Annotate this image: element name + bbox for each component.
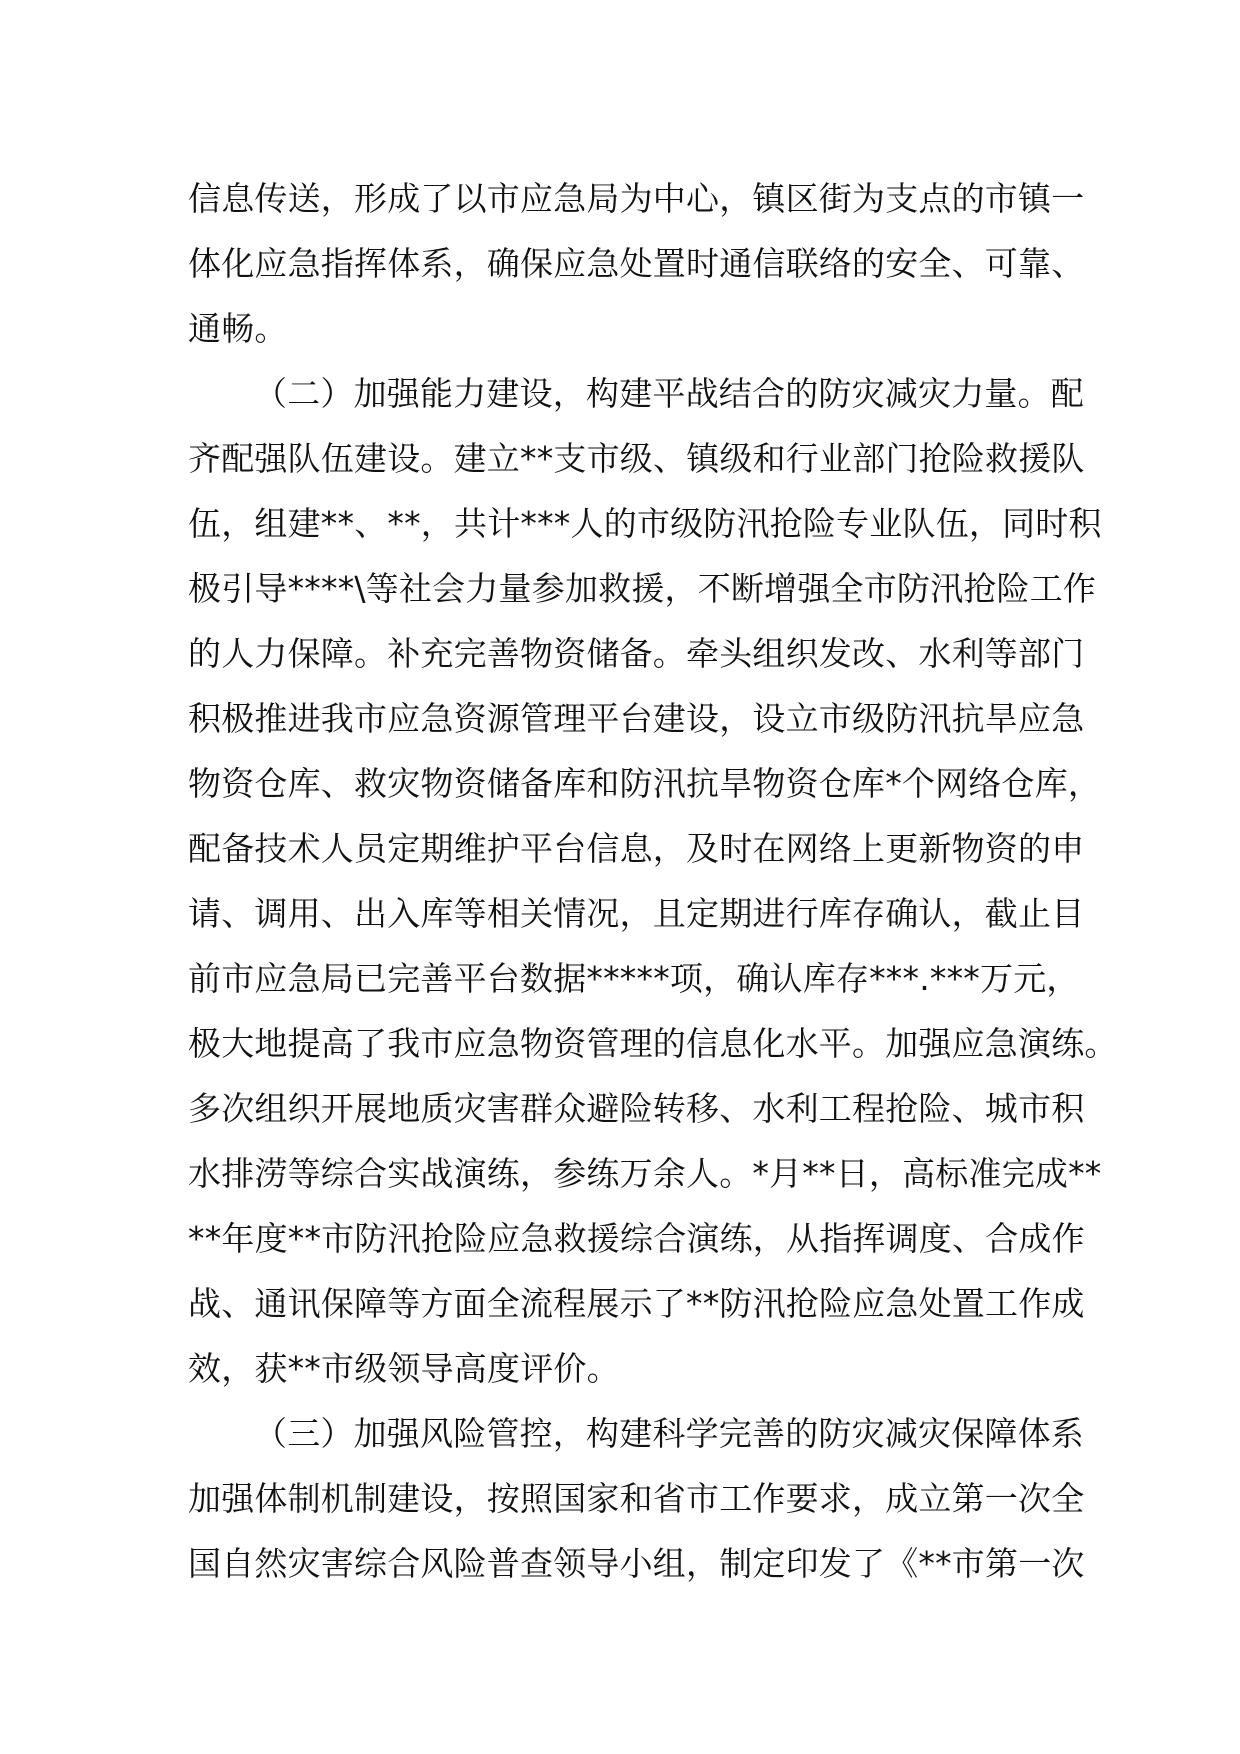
text-line: 物资仓库、救灾物资储备库和防汛抗旱物资仓库*个网络仓库，: [188, 764, 1102, 803]
text-line: 信息传送，形成了以市应急局为中心，镇区街为支点的市镇一: [188, 179, 1085, 218]
text-line: 国自然灾害综合风险普查领导小组，制定印发了《**市第一次: [188, 1544, 1085, 1583]
text-line: 的人力保障。补充完善物资储备。牵头组织发改、水利等部门: [188, 634, 1085, 673]
text-line: 效，获**市级领导高度评价。: [188, 1349, 620, 1388]
document-body: [188, 166, 1118, 1596]
text-line: 伍，组建**、**，共计***人的市级防汛抢险专业队伍，同时积: [188, 504, 1102, 543]
paragraph-heading-line: （三）加强风险管控，构建科学完善的防灾减灾保障体系: [254, 1414, 1084, 1453]
text-line: 加强体制机制建设，按照国家和省市工作要求，成立第一次全: [188, 1479, 1085, 1518]
text-line: 请、调用、出入库等相关情况，且定期进行库存确认，截止目: [188, 894, 1085, 933]
text-line: 配备技术人员定期维护平台信息，及时在网络上更新物资的申: [188, 829, 1085, 868]
text-line: 体化应急指挥体系，确保应急处置时通信联络的安全、可靠、: [188, 244, 1085, 283]
text-line: 通畅。: [188, 309, 288, 348]
paragraph-heading-line: （二）加强能力建设，构建平战结合的防灾减灾力量。配: [254, 374, 1084, 413]
text-line: 战、通讯保障等方面全流程展示了**防汛抢险应急处置工作成: [188, 1284, 1085, 1323]
text-line: 极大地提高了我市应急物资管理的信息化水平。加强应急演练。: [188, 1024, 1118, 1063]
text-line: 前市应急局已完善平台数据*****项，确认库存***.***万元，: [188, 959, 1080, 998]
text-line: 齐配强队伍建设。建立**支市级、镇级和行业部门抢险救援队: [188, 439, 1085, 478]
text-line: 多次组织开展地质灾害群众避险转移、水利工程抢险、城市积: [188, 1089, 1085, 1128]
text-line: 积极推进我市应急资源管理平台建设，设立市级防汛抗旱应急: [188, 699, 1085, 738]
text-line: **年度**市防汛抢险应急救援综合演练，从指挥调度、合成作: [188, 1219, 1085, 1258]
text-line: 极引导****\等社会力量参加救援，不断增强全市防汛抢险工作: [188, 569, 1097, 608]
text-line: 水排涝等综合实战演练，参练万余人。*月**日，高标准完成**: [188, 1154, 1102, 1193]
